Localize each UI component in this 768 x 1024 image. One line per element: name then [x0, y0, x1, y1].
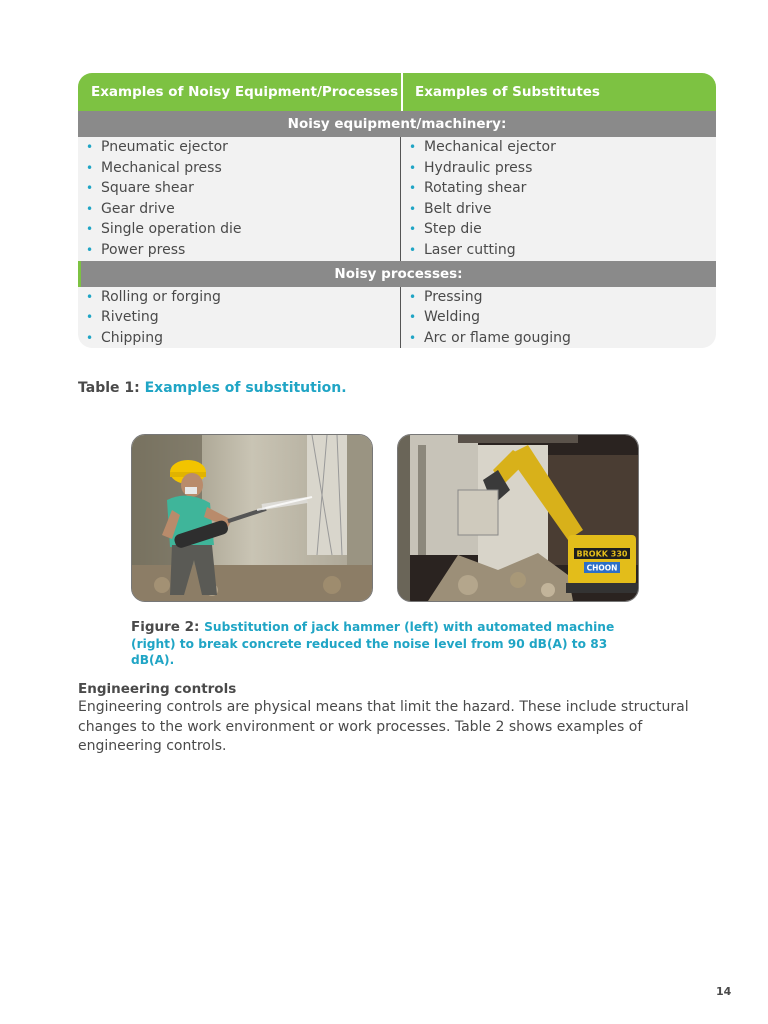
- table-header: [78, 73, 716, 111]
- bullet-icon: •: [409, 289, 417, 304]
- list-item: • Mechanical press: [78, 158, 400, 179]
- list-item: • Chipping: [78, 328, 400, 349]
- machine-sub-label: CHOON: [586, 563, 618, 573]
- list-item: • Belt drive: [401, 199, 716, 220]
- bullet-icon: •: [409, 222, 417, 237]
- bullet-icon: •: [86, 310, 94, 325]
- list-item: • Arc or flame gouging: [401, 328, 716, 349]
- list-item: • Pressing: [401, 287, 716, 308]
- machine-brand-label: BROKK 330: [576, 549, 628, 559]
- noisy-processes-column: [78, 287, 401, 349]
- bullet-icon: •: [409, 242, 417, 257]
- list-item: • Mechanical ejector: [401, 137, 716, 158]
- bullet-icon: •: [86, 201, 94, 216]
- noisy-equipment-column: [78, 137, 401, 261]
- section-title-equipment: Noisy equipment/machinery:: [78, 111, 716, 137]
- bullet-icon: •: [86, 140, 94, 154]
- list-item: • Laser cutting: [401, 240, 716, 261]
- demolition-machine-illustration: [398, 435, 638, 601]
- section-paragraph: Engineering controls are physical means that limit the hazard. These include structural changes to the work environment or work processes. Table 2 shows examples of engineering controls.: [78, 699, 689, 754]
- list-item: • Power press: [78, 240, 400, 261]
- list-item: • Riveting: [78, 307, 400, 328]
- bullet-icon: •: [409, 310, 417, 325]
- bullet-icon: •: [409, 181, 417, 196]
- table-caption: [78, 380, 347, 396]
- bullet-icon: •: [86, 242, 94, 257]
- section-title-processes: Noisy processes:: [78, 261, 716, 287]
- page-number: 14: [716, 985, 732, 998]
- list-item: • Gear drive: [78, 199, 400, 220]
- list-item: • Hydraulic press: [401, 158, 716, 179]
- jack-hammer-illustration: [132, 435, 372, 601]
- section-body-equipment: [78, 137, 716, 261]
- list-item: • Rotating shear: [401, 178, 716, 199]
- figure-caption-lead: Figure 2:: [131, 619, 205, 635]
- substitute-processes-column: [401, 287, 716, 349]
- section-heading: Engineering controls: [78, 681, 237, 697]
- section-body-processes: [78, 287, 716, 349]
- header-substitutes: Examples of Substitutes: [415, 84, 600, 100]
- list-item: • Single operation die: [78, 219, 400, 240]
- list-item: • Square shear: [78, 178, 400, 199]
- list-item: • Welding: [401, 307, 716, 328]
- bullet-icon: •: [86, 330, 94, 345]
- figure-caption: [131, 619, 651, 669]
- substitution-table: [78, 73, 716, 348]
- bullet-icon: •: [409, 160, 417, 175]
- jack-hammer-photo: [131, 434, 373, 602]
- bullet-icon: •: [86, 181, 94, 196]
- bullet-icon: •: [409, 330, 417, 345]
- bullet-icon: •: [86, 160, 94, 175]
- bullet-icon: •: [409, 140, 417, 154]
- list-item: • Step die: [401, 219, 716, 240]
- table-caption-text: Examples of substitution.: [144, 380, 347, 396]
- bullet-icon: •: [86, 222, 94, 237]
- list-item: • Rolling or forging: [78, 287, 400, 308]
- table-caption-lead: Table 1:: [78, 380, 145, 396]
- bullet-icon: •: [409, 201, 417, 216]
- demolition-machine-photo: [397, 434, 639, 602]
- figure-caption-text: Substitution of jack hammer (left) with automated machine (right) to break concrete reduced the noise level from 90 dB(A) to 83 dB(A).: [131, 620, 615, 667]
- substitute-equipment-column: [401, 137, 716, 261]
- list-item: • Pneumatic ejector: [78, 137, 400, 158]
- header-noisy-equipment: Examples of Noisy Equipment/Processes: [78, 73, 403, 111]
- bullet-icon: •: [86, 289, 94, 304]
